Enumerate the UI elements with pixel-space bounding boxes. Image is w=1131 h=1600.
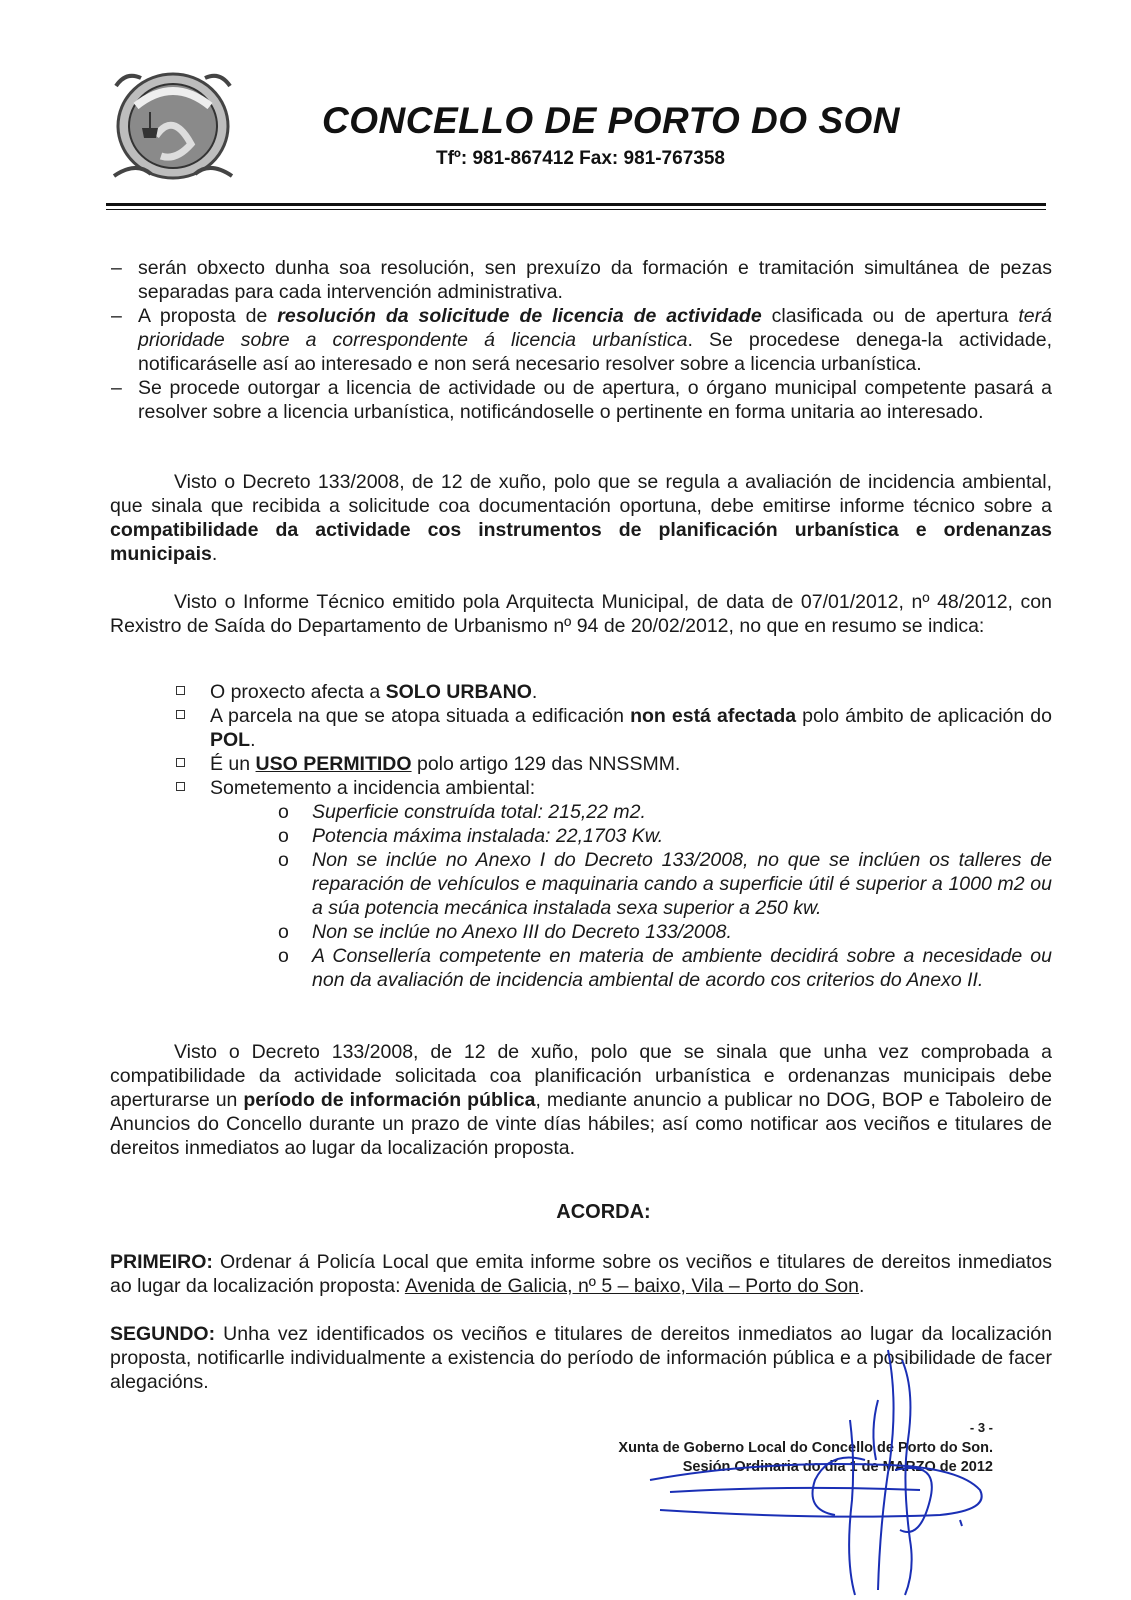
bullet-solo-urbano: O proxecto afecta a SOLO URBANO. <box>210 681 538 703</box>
bullet-incidencia: Sometemento a incidencia ambiental: <box>210 777 536 799</box>
subitem-conselleria: A Consellería competente en materia de ambiente decidirá sobre a necesidade ou non da avaliación de incidencia ambiental de acordo cos criterios do Anexo II. <box>312 945 1052 991</box>
circle-bullet: o <box>278 801 289 823</box>
paragraph-informe-tecnico: Visto o Informe Técnico emitido pola Arquitecta Municipal, de data de 07/01/2012, nº 48/2012, con Rexistro de Saída do Departamento de Urbanismo nº 94 de 20/02/2012, no que en resumo se indica: <box>110 591 1052 637</box>
segundo-paragraph: SEGUNDO: Unha vez identificados os veciños e titulares de dereitos inmediatos ao lugar da localización proposta, notificarlle individualmente a existencia do período de información pública e a posibilidade de facer alegacións. <box>110 1323 1052 1393</box>
footer-line-1: Xunta de Goberno Local do Concello de Porto do Son. <box>618 1440 993 1456</box>
circle-bullet: o <box>278 849 289 871</box>
subitem-anexo-iii: Non se inclúe no Anexo III do Decreto 133/2008. <box>312 921 732 943</box>
bullet-parcela: A parcela na que se atopa situada a edificación non está afectada polo ámbito de aplicación do POL. <box>210 705 1052 751</box>
square-bullet-icon <box>176 782 185 791</box>
square-bullet-icon <box>176 710 185 719</box>
header-phone: Tfº: 981-867412 Fax: 981-767358 <box>436 148 725 169</box>
footer-line-2: Sesión Ordinaria do día 1 de MARZO de 2012 <box>682 1459 993 1475</box>
subitem-superficie: Superficie construída total: 215,22 m2. <box>312 801 646 823</box>
paragraph-decreto-1: Visto o Decreto 133/2008, de 12 de xuño, polo que se regula a avaliación de incidencia ambiental, que sinala que recibida a solicitude coa documentación oportuna, debe emitirse informe técnico sobre a compatibilidade da actividade cos instrumentos de planificación urbanística e ordenanzas municipais. <box>110 471 1052 565</box>
dash-item-2: A proposta de resolución da solicitude de licencia de actividade clasificada ou de apertura terá prioridade sobre a correspondente á licencia urbanística. Se procedese denega-la actividade, notificaráselle así ao interesado e non será necesario resolver sobre a licencia urbanística. <box>138 305 1052 375</box>
header-title: CONCELLO DE PORTO DO SON <box>322 100 901 141</box>
acorda-heading: ACORDA: <box>556 1201 651 1223</box>
bullet-uso-permitido: É un USO PERMITIDO polo artigo 129 das NNSSMM. <box>210 753 681 775</box>
header-rule-thick <box>106 203 1046 206</box>
primeiro-paragraph: PRIMEIRO: Ordenar á Policía Local que emita informe sobre os veciños e titulares de dereitos inmediatos ao lugar da localización proposta: Avenida de Galicia, nº 5 – baixo, Vila – Porto do Son. <box>110 1251 1052 1297</box>
dash-marker: – <box>111 377 122 399</box>
dash-marker: – <box>111 305 122 327</box>
circle-bullet: o <box>278 921 289 943</box>
subitem-potencia: Potencia máxima instalada: 22,1703 Kw. <box>312 825 664 847</box>
dash-item-1: serán obxecto dunha soa resolución, sen prexuízo da formación e tramitación simultánea de pezas separadas para cada intervención administrativa. <box>138 257 1052 303</box>
circle-bullet: o <box>278 945 289 967</box>
square-bullet-icon <box>176 686 185 695</box>
subitem-anexo-i: Non se inclúe no Anexo I do Decreto 133/2008, no que se inclúen os talleres de reparación de vehículos e maquinaria cando a superficie útil é superior a 1000 m2 ou a súa potencia mecánica instalada sexa superior a 250 kw. <box>312 849 1052 919</box>
coat-of-arms-logo <box>106 66 240 186</box>
handwritten-signature <box>640 1340 1000 1600</box>
page-number: - 3 - <box>969 1420 993 1435</box>
dash-item-3: Se procede outorgar a licencia de actividade ou de apertura, o órgano municipal competente pasará a resolver sobre a licencia urbanística, notificándoselle o pertinente en forma unitaria ao interesado. <box>138 377 1052 423</box>
dash-marker: – <box>111 257 122 279</box>
paragraph-decreto-2: Visto o Decreto 133/2008, de 12 de xuño, polo que se sinala que unha vez comprobada a compatibilidade da actividade solicitada coa planificación urbanística e ordenanzas municipais debe aperturarse un período de información pública, mediante anuncio a publicar no DOG, BOP e Taboleiro de Anuncios do Concello durante un prazo de vinte días hábiles; así como notificar aos veciños e titulares de dereitos inmediatos ao lugar da localización proposta. <box>110 1041 1052 1159</box>
header-rule-thin <box>106 209 1046 210</box>
square-bullet-icon <box>176 758 185 767</box>
circle-bullet: o <box>278 825 289 847</box>
